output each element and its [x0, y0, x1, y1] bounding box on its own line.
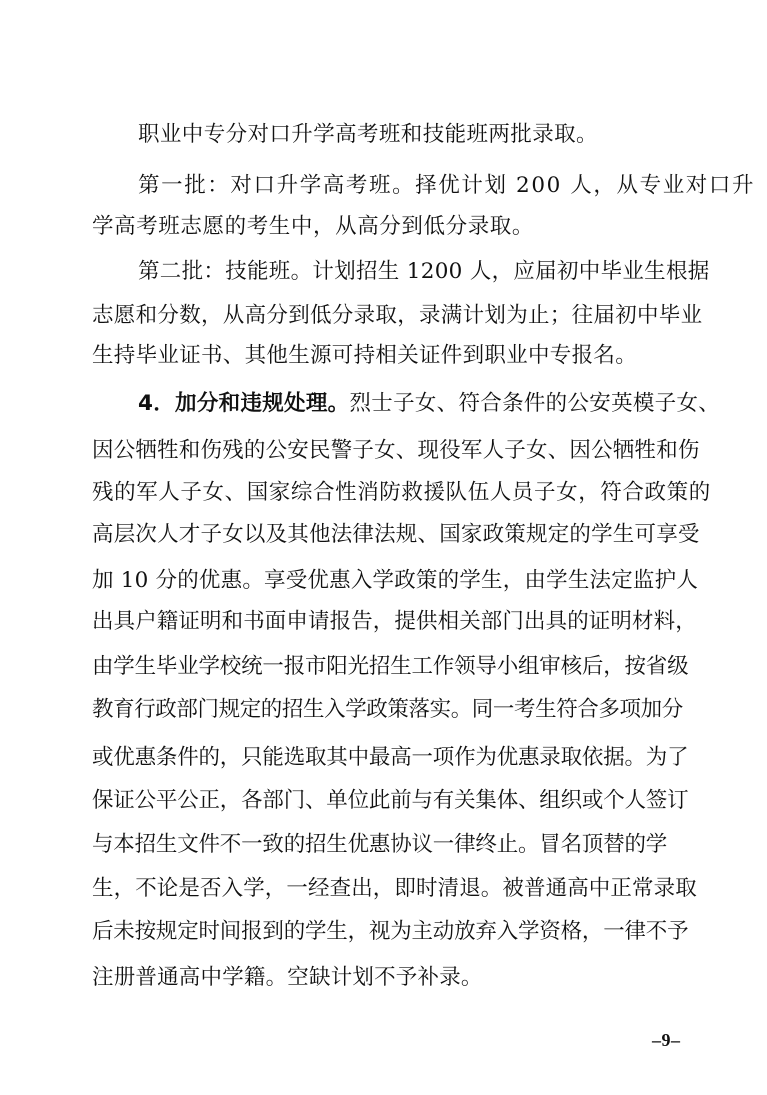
paragraph-line: 职业中专分对口升学高考班和技能班两批录取。	[138, 122, 598, 147]
paragraph-line: 加 10 分的优惠。享受优惠入学政策的学生，由学生法定监护人	[92, 568, 699, 593]
paragraph-line: 志愿和分数，从高分到低分录取，录满计划为止；往届初中毕业	[92, 303, 703, 328]
section-4-heading: 4．加分和违规处理。	[138, 391, 350, 416]
paragraph-line: 学高考班志愿的考生中，从高分到低分录取。	[92, 214, 535, 239]
paragraph-line: 由学生毕业学校统一报市阳光招生工作领导小组审核后，按省级	[92, 654, 689, 679]
paragraph-line: 残的军人子女、国家综合性消防救援队伍人员子女，符合政策的	[92, 480, 711, 505]
paragraph-line: 保证公平公正，各部门、单位此前与有关集体、组织或个人签订	[92, 788, 689, 813]
paragraph-line: 注册普通高中学籍。空缺计划不予补录。	[92, 965, 483, 990]
paragraph-line: 教育行政部门规定的招生入学政策落实。同一考生符合多项加分	[92, 697, 683, 722]
paragraph-line: 出具户籍证明和书面申请报告，提供相关部门出具的证明材料，	[92, 609, 697, 634]
paragraph-line: 生持毕业证书、其他生源可持相关证件到职业中专报名。	[92, 343, 638, 368]
section-4-first-line	[138, 393, 767, 415]
paragraph-line: 高层次人才子女以及其他法律法规、国家政策规定的学生可享受	[92, 522, 700, 547]
paragraph-line: 因公牺牲和伤残的公安民警子女、现役军人子女、因公牺牲和伤	[92, 438, 700, 463]
paragraph-line: 第一批：对口升学高考班。择优计划 200 人，从专业对口升	[138, 173, 756, 198]
paragraph-line: 生，不论是否入学，一经查出，即时清退。被普通高中正常录取	[92, 876, 697, 901]
page-number: –9–	[652, 1030, 681, 1050]
paragraph-line: 或优惠条件的，只能选取其中最高一项作为优惠录取依据。为了	[92, 745, 689, 770]
section-4-first-line-text: 烈士子女、符合条件的公安英模子女、	[349, 391, 721, 416]
paragraph-line: 第二批：技能班。计划招生 1200 人，应届初中毕业生根据	[138, 259, 710, 284]
paragraph-line: 与本招生文件不一致的招生优惠协议一律终止。冒名顶替的学	[92, 832, 668, 857]
paragraph-line: 后未按规定时间报到的学生，视为主动放弃入学资格，一律不予	[92, 919, 689, 944]
